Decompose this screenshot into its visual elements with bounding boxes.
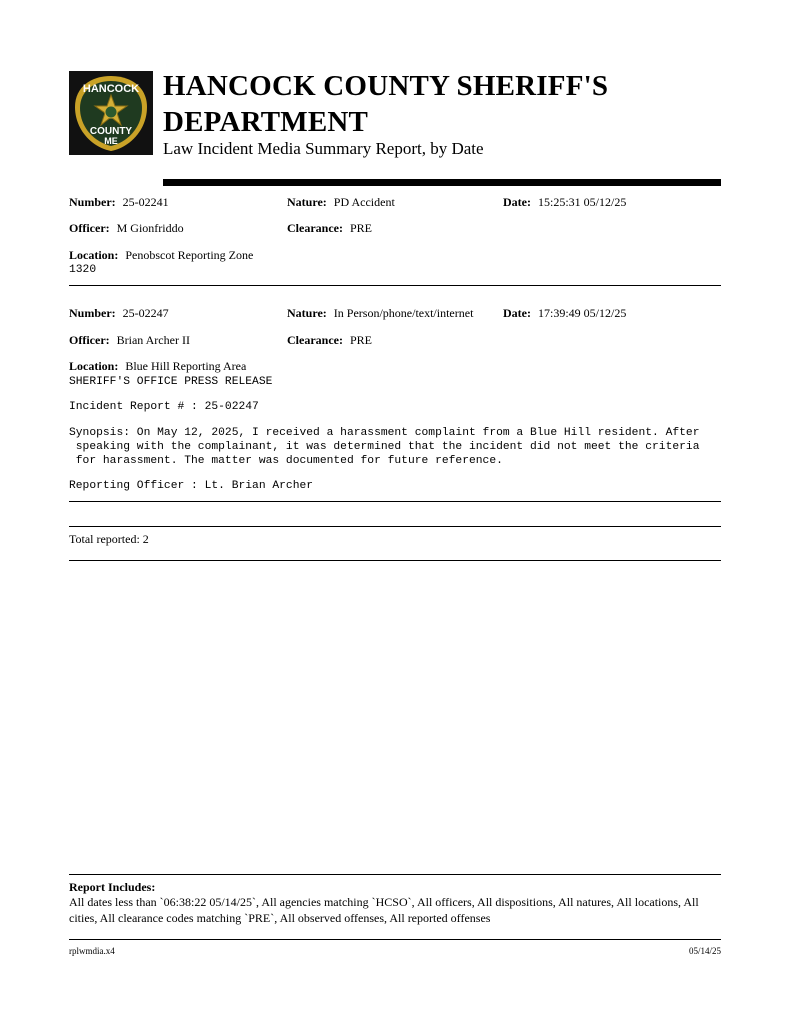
- report-includes-label: Report Includes:: [69, 880, 156, 894]
- record-divider: [69, 285, 721, 286]
- report-includes-text: All dates less than `06:38:22 05/14/25`, All agencies matching `HCSO`, All officers, All dispositions, All natures, All locations, All cities, All clearance codes matching `PRE`, All observed offenses, All reported offenses: [69, 895, 699, 925]
- incident-2-nature: Nature: In Person/phone/text/internet: [287, 306, 474, 320]
- logo-state-text: ME: [104, 136, 118, 146]
- reporting-officer-line: Reporting Officer : Lt. Brian Archer: [69, 480, 314, 492]
- sheriff-star-icon: [69, 71, 153, 155]
- footer-divider-top: [69, 874, 721, 875]
- incident-report-number-line: Incident Report # : 25-02247: [69, 401, 259, 413]
- synopsis-line-2: speaking with the complainant, it was determined that the incident did not meet the criteria: [69, 441, 700, 453]
- press-release-heading: SHERIFF'S OFFICE PRESS RELEASE: [69, 376, 273, 388]
- incident-1-officer: Officer: M Gionfriddo: [69, 221, 184, 235]
- incident-2-location: Location: Blue Hill Reporting Area: [69, 359, 247, 373]
- record-divider: [69, 501, 721, 502]
- synopsis-line-3: for harassment. The matter was documented for future reference.: [69, 455, 503, 467]
- incident-1-detail-line: 1320: [69, 264, 97, 276]
- logo-bottom-text: COUNTY: [89, 126, 133, 137]
- incident-1-clearance: Clearance: PRE: [287, 221, 372, 235]
- incident-2-clearance: Clearance: PRE: [287, 333, 372, 347]
- title-line-1: HANCOCK COUNTY SHERIFF'S: [163, 70, 609, 102]
- incident-2-date: Date: 17:39:49 05/12/25: [503, 306, 627, 320]
- page-title: [163, 68, 608, 140]
- incident-1-number: Number: 25-02241: [69, 195, 169, 209]
- total-reported: Total reported: 2: [69, 532, 149, 546]
- report-id: rplwmdia.x4: [69, 946, 115, 956]
- title-line-2: DEPARTMENT: [163, 106, 369, 138]
- incident-2-number: Number: 25-02247: [69, 306, 169, 320]
- incident-1-nature: Nature: PD Accident: [287, 195, 395, 209]
- total-divider-top: [69, 526, 721, 527]
- footer-divider-bottom: [69, 939, 721, 940]
- sheriff-badge-logo: [69, 71, 153, 155]
- header-divider: [163, 179, 721, 186]
- report-subtitle: Law Incident Media Summary Report, by Date: [163, 139, 484, 158]
- synopsis-line-1: Synopsis: On May 12, 2025, I received a harassment complaint from a Blue Hill resident. After: [69, 427, 700, 439]
- incident-1-location: Location: Penobscot Reporting Zone: [69, 248, 254, 262]
- incident-1-date: Date: 15:25:31 05/12/25: [503, 195, 627, 209]
- incident-2-officer: Officer: Brian Archer II: [69, 333, 190, 347]
- total-divider-bottom: [69, 560, 721, 561]
- print-date: 05/14/25: [688, 946, 721, 956]
- logo-top-text: HANCOCK: [82, 83, 140, 95]
